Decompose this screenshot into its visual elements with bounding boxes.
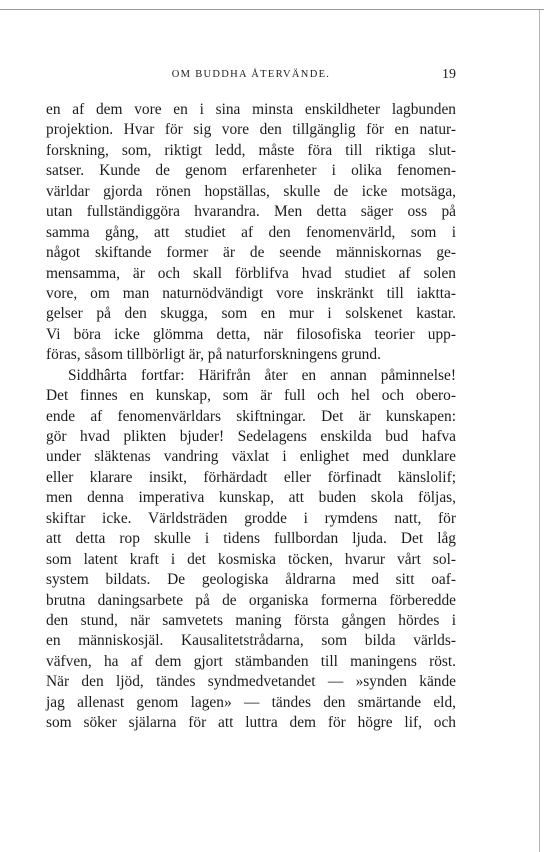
paragraph — [46, 100, 456, 366]
text-line: en af dem vore en i sina minsta enskildheter lagbunden — [46, 101, 456, 118]
text-line: satser. Kunde de genom erfarenheter i olika fenomen- — [46, 162, 456, 180]
text-line: brutna daningsarbete på de organiska formerna förberedde — [46, 591, 456, 609]
text-line: forskning, som, riktigt ledd, måste föra till riktiga slut- — [46, 141, 456, 159]
text-line: som söker själarna för att luttra dem för högre lif, och — [46, 714, 456, 732]
text-line: den stund, när samvetets maning första gången hördes i — [46, 611, 456, 629]
text-line: något skiftande former är de seende människornas ge- — [46, 244, 456, 262]
text-line: under släktenas vandring växlat i enlighet med dunklare — [46, 448, 456, 466]
running-head — [46, 67, 456, 85]
page-number: 19 — [442, 67, 456, 82]
text-line: Siddhârta fortfar: Härifrån åter en annan påminnelse! — [68, 366, 456, 384]
page-top-edge — [0, 9, 544, 10]
page-right-edge — [539, 10, 540, 852]
text-line: utan fullständiggöra hvarandra. Men detta säger oss på — [46, 203, 456, 221]
text-line: att detta rop skulle i tidens fullbordan ljuda. Det låg — [46, 530, 456, 548]
text-line: en människosjäl. Kausalitetstrådarna, som bilda världs- — [46, 632, 456, 650]
text-line: gör hvad plikten bjuder! Sedelagens enskilda bud hafva — [46, 428, 456, 445]
text-line: skiftar icke. Världsträden grodde i rymdens natt, för — [46, 509, 456, 527]
text-line: projektion. Hvar för sig vore den tillgänglig för en natur- — [46, 121, 456, 139]
text-line: föras, såsom tillbörligt är, på naturforskningens grund. — [46, 346, 381, 364]
text-line: gelser på den skugga, som en mur i solskenet kastar. — [46, 305, 456, 323]
text-line: Det finnes en kunskap, som är full och hel och obero- — [46, 387, 456, 405]
text-line: Vi böra icke glömma detta, när filosofiska teorier upp- — [46, 325, 456, 343]
text-line: som latent kraft i det kosmiska töcken, hvarur vårt sol- — [46, 550, 456, 568]
text-line: världar gjorda rönen hopställas, skulle de icke motsäga, — [46, 182, 456, 200]
text-line: system bildats. De geologiska åldrarna med sitt oaf- — [46, 571, 456, 589]
running-title: OM BUDDHA ÅTERVÄNDE. — [171, 69, 331, 80]
text-line: eller klarare insikt, förhärdadt eller förfinadt känslolif; — [46, 468, 456, 486]
text-line: samma gång, att studiet af den fenomenvärld, som i — [46, 223, 456, 241]
text-line: ende af fenomenvärldars skiftningar. Det är kunskapen: — [46, 407, 456, 425]
text-line: mensamma, är och skall förblifva hvad studiet af solen — [46, 264, 456, 282]
text-line: vore, om man naturnödvändigt vore inskränkt till iaktta- — [46, 284, 456, 302]
body-text — [46, 100, 456, 734]
text-line: väfven, ha af dem gjort stämbanden till maningens röst. — [46, 652, 456, 670]
paragraph — [46, 366, 456, 734]
text-line: men denna imperativa kunskap, att buden skola följas, — [46, 489, 456, 507]
text-line: jag allenast genom lagen» — tändes den smärtande eld, — [46, 693, 456, 711]
text-line: När den ljöd, tändes syndmedvetandet — »synden kände — [46, 673, 456, 691]
